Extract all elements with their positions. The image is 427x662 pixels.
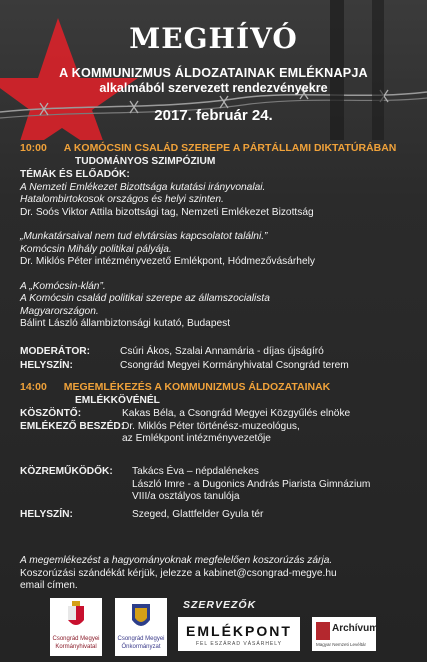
- talk3-line2: A Komócsin család politikai szerepe az államszocialista: [20, 293, 270, 304]
- talk3-line3: Magyarországon.: [20, 305, 99, 317]
- note-line3: email címen.: [20, 580, 78, 591]
- organizers-label: SZERVEZŐK: [183, 599, 257, 611]
- logo-onkormanyzat: [115, 598, 167, 656]
- contrib-line2: László Imre - a Dugonics András Piarista Gimnázium: [132, 478, 371, 490]
- onkormanyzat-line2: Önkormányzat: [121, 644, 161, 650]
- talk3-line1: A „Komócsin-klán”.: [20, 280, 106, 292]
- contrib-line1: Takács Éva – népdalénekes: [132, 466, 259, 477]
- page-title: MEGHÍVÓ: [129, 22, 298, 55]
- session2: [20, 381, 330, 407]
- talk2-line1: „Munkatársaival nem tud elvtársias kapcsolatot találni.”: [20, 231, 268, 242]
- session2-details: [20, 408, 350, 446]
- memorial-line2: az Emlékpont intézményvezetője: [122, 433, 271, 444]
- logo-archivum: [312, 617, 379, 651]
- session1: [20, 142, 396, 168]
- session2-time: 14:00: [20, 381, 47, 393]
- onkormanyzat-line1: Csongrád Megyei: [117, 636, 165, 642]
- subtitle-line2: alkalmából szervezett rendezvényekre: [99, 81, 328, 95]
- session1-title-line1: A KOMÓCSIN CSALÁD SZEREPE A PÁRTÁLLAMI DIKTATÚRÁBAN: [63, 142, 397, 154]
- subtitle-line1: A KOMMUNIZMUS ÁLDOZATAINAK EMLÉKNAPJA: [59, 66, 368, 80]
- greeting-label: KÖSZÖNTŐ:: [20, 408, 82, 419]
- footer-note: [20, 555, 337, 593]
- note-line2: Koszorúzási szándékát kérjük, jelezze a kabinet@csongrad-megye.hu: [20, 567, 337, 579]
- session2-title-line1: MEGEMLÉKEZÉS A KOMMUNIZMUS ÁLDOZATAINAK: [63, 381, 331, 393]
- note-line1: A megemlékezést a hagyományoknak megfelelően koszorúzás zárja.: [20, 555, 333, 566]
- venue1-value: Csongrád Megyei Kormányhivatal Csongrád terem: [120, 359, 349, 371]
- venue1-label: HELYSZÍN:: [20, 359, 73, 371]
- session2-title-line2: EMLÉKKÖVÉNÉL: [75, 394, 160, 406]
- moderator-value: Csúri Ákos, Szalai Annamária - díjas újságíró: [120, 346, 324, 357]
- session1-title-line2: TUDOMÁNYOS SZIMPÓZIUM: [75, 155, 216, 167]
- coat-of-arms-icon: [50, 598, 102, 636]
- county-arms-icon: [115, 598, 167, 636]
- event-date: 2017. február 24.: [154, 107, 273, 124]
- memorial-line1: Dr. Miklós Péter történész-muzeológus,: [122, 420, 300, 432]
- topics-label: TÉMÁK ÉS ELŐADÓK:: [20, 169, 130, 180]
- talk2-line2: Komócsin Mihály politikai pályája.: [20, 243, 172, 255]
- session2-contributors: [20, 466, 370, 521]
- memorial-label: EMLÉKEZŐ BESZÉD:: [20, 420, 125, 432]
- talk1-line2: Hatalombirtokosok országos és helyi szinten.: [20, 194, 224, 205]
- moderator-label: MODERÁTOR:: [20, 346, 90, 357]
- greeting-value: Kakas Béla, a Csongrád Megyei Közgyűlés elnöke: [122, 408, 351, 419]
- session1-time: 10:00: [20, 142, 47, 154]
- talk1-line1: A Nemzeti Emlékezet Bizottsága kutatási irányvonalai.: [20, 181, 266, 193]
- kormanyhivatal-line2: Kormányhivatal: [55, 644, 97, 650]
- session1-talks: [20, 169, 315, 331]
- talk2-speaker: Dr. Miklós Péter intézményvezető Emlékpont, Hódmezővásárhely: [20, 256, 315, 267]
- logo-emlekpont: [178, 617, 300, 651]
- session1-moderator: [20, 346, 349, 372]
- talk3-speaker: Bálint László állambiztonsági kutató, Budapest: [20, 318, 231, 329]
- archivum-a-icon: [316, 622, 330, 640]
- venue2-label: HELYSZÍN:: [20, 508, 73, 520]
- contrib-line3: VIII/a osztályos tanulója: [132, 491, 240, 502]
- emlekpont-sub: FEL ESZÁRAD VÁSÁRHELY: [195, 641, 283, 647]
- contrib-label: KÖZREMŰKÖDŐK:: [20, 466, 113, 477]
- kormanyhivatal-line1: Csongrád Megyei: [52, 636, 100, 642]
- emlekpont-name: EMLÉKPONT: [186, 623, 292, 639]
- logo-kormanyhivatal: [50, 598, 102, 656]
- talk1-speaker: Dr. Soós Viktor Attila bizottsági tag, Nemzeti Emlékezet Bizottság: [20, 206, 314, 218]
- venue2-value: Szeged, Glattfelder Gyula tér: [132, 508, 264, 520]
- archivum-name: Archívum: [332, 623, 379, 634]
- archivum-sub: Magyar Nemzeti Levéltár: [316, 642, 367, 647]
